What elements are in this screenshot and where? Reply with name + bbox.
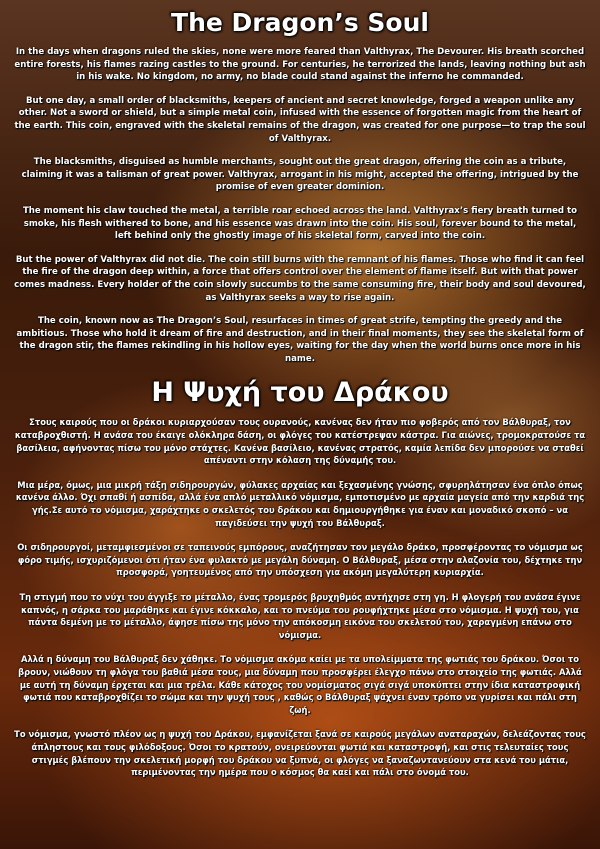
english-paragraph-2: But one day, a small order of blacksmiths, keepers of ancient and secret knowledge, forged a weapon unlike any other. Not a sword or shield, but a simple metal coin, infused with the essence of forgotten magic from the heart of the earth. This coin, engraved with the skeletal remains of the dragon, was created for one purpose—to trap the soul of Valthyrax.: [14, 95, 586, 144]
english-paragraph-5: But the power of Valthyrax did not die. The coin still burns with the remnant of his flames. Those who find it can feel the fire of the dragon deep within, a force that offers control over the element of flame itself. But with that power comes madness. Every holder of the coin slowly succumbs to the same consuming fire, their body and soul devoured, as Valthyrax seeks a way to rise again.: [14, 254, 586, 303]
greek-paragraph-3: Οι σιδηρουργοί, μεταμφιεσμένοι σε ταπεινούς εμπόρους, αναζήτησαν τον μεγάλο δράκο, προσφέροντας το νόμισμα ως φόρο τιμής, ισχυριζόμενοι ότι ήταν ένα φυλακτό με μεγάλη δύναμη. Ο Βάλθυραξ, μέσα στην αλαζονία του, δέχτηκε την προσφορά, γοητευμένος από την υπόσχεση για ακόμη μεγαλύτερη κυριαρχία.: [17, 542, 583, 578]
english-section: [14, 8, 586, 365]
greek-paragraph-2: Μια μέρα, όμως, μια μικρή τάξη σιδηρουργών, φύλακες αρχαίας και ξεχασμένης γνώσης, σφυρηλάτησαν ένα όπλο όπως κανένα άλλο. Όχι σπαθί ή ασπίδα, αλλά ένα απλό μεταλλικό νόμισμα, εμποτισμένο με αρχαία μαγεία από την καρδιά της γής.Σε αυτό το νόμισμα, χαράχτηκε ο σκελετός του δράκου και δημιουργήθηκε για έναν και μοναδικό σκοπό – να παγιδεύσει την ψυχή του Βάλθυραξ.: [15, 479, 585, 528]
english-paragraph-1: In the days when dragons ruled the skies, none were more feared than Valthyrax, The Devourer. His breath scorched entire forests, his flames razing castles to the ground. For centuries, he terrorized the lands, leaving nothing but ash in his wake. No kingdom, no army, no blade could stand against the inferno he commanded.: [14, 47, 586, 83]
english-paragraph-4: The moment his claw touched the metal, a terrible roar echoed across the land. Valthyrax’s fiery breath turned to smoke, his flesh withered to bone, and his essence was drawn into the coin. His soul, forever bound to the metal, left behind only the ghostly image of his skeletal form, carved into the coin.: [22, 205, 578, 242]
english-paragraph-6: The coin, known now as The Dragon’s Soul, resurfaces in times of great strife, tempting the greedy and the ambitious. Those who hold it dream of fire and destruction, and in their final moments, they see the skeletal form of the dragon stir, the flames rekindling in his hollow eyes, waiting for the day when the world burns once more in his name.: [16, 316, 584, 364]
english-title: The Dragon’s Soul: [171, 8, 429, 37]
greek-paragraph-4: Τη στιγμή που το νύχι του άγγιξε το μέταλλο, ένας τρομερός βρυχηθμός αντήχησε στη γη. Η φλογερή του ανάσα έγινε καπνός, η σάρκα του μαράθηκε και έγινε κόκκαλο, και το πνεύμα του ρουφήχτηκε μέσα στο νόμισμα. Η ψυχή του, για πάντα δεμένη με το μέταλλο, άφησε πίσω της μόνο την απόκοσμη εικόνα του σκελετού του, χαραγμένη επάνω στο νόμισμα.: [19, 592, 581, 640]
greek-section: [14, 376, 586, 778]
greek-paragraph-6: Το νόμισμα, γνωστό πλέον ως η ψυχή του Δράκου, εμφανίζεται ξανά σε καιρούς μεγάλων αναταραχών, δελεάζοντας τους άπληστους και τους φιλόδοξους. Όσοι το κρατούν, ονειρεύονται φωτιά και καταστροφή, και στις τελευταίες τους στιγμές βλέπουν την σκελετική μορφή του δράκου να ξυπνά, οι φλόγες να ξαναζωντανεύουν στα κενά του μάτια, περιμένοντας την ημέρα που ο κόσμος θα καεί και πάλι στο όνομά του.: [14, 729, 586, 778]
english-paragraph-3: The blacksmiths, disguised as humble merchants, sought out the great dragon, offering the coin as a tribute, claiming it was a talisman of great power. Valthyrax, arrogant in his might, accepted the offering, intrigued by the promise of even greater dominion.: [21, 157, 579, 193]
greek-paragraph-1: Στους καιρούς που οι δράκοι κυριαρχούσαν τους ουρανούς, κανένας δεν ήταν πιο φοβερός από τον Βάλθυραξ, τον καταβροχθιστή. Η ανάσα του έκαιγε ολόκληρα δάση, οι φλόγες του κατέστρεψαν κάστρα. Για αιώνες, τρομοκρατούσε τα βασίλεια, αφήνοντας πίσω του μόνο στάχτες. Κανένα βασίλειο, κανένας στρατός, καμία λεπίδα δεν μπορούσε να σταθεί απέναντι στην κόλαση της δύναμής του.: [14, 417, 586, 466]
greek-paragraph-5: Αλλά η δύναμη του Βάλθυραξ δεν χάθηκε. Το νόμισμα ακόμα καίει με τα υπολείμματα της φωτιάς του δράκου. Όσοι το βρουν, νιώθουν τη φλόγα του βαθιά μέσα τους, μια δύναμη που προσφέρει έλεγχο πάνω στο στοιχείο της φωτιάς. Αλλά με αυτή τη δύναμη έρχεται και μια τρέλα. Κάθε κάτοχος του νομίσματος σιγά σιγά υποκύπτει στην ίδια καταστροφική φωτιά που καταβροχθίζει το σώμα και την ψυχή τους , καθώς ο Βάλθυραξ ψάχνει έναν τρόπο να γυρίσει και πάλι στη ζωή.: [18, 654, 582, 715]
greek-title: Η Ψυχή του Δράκου: [151, 377, 449, 409]
